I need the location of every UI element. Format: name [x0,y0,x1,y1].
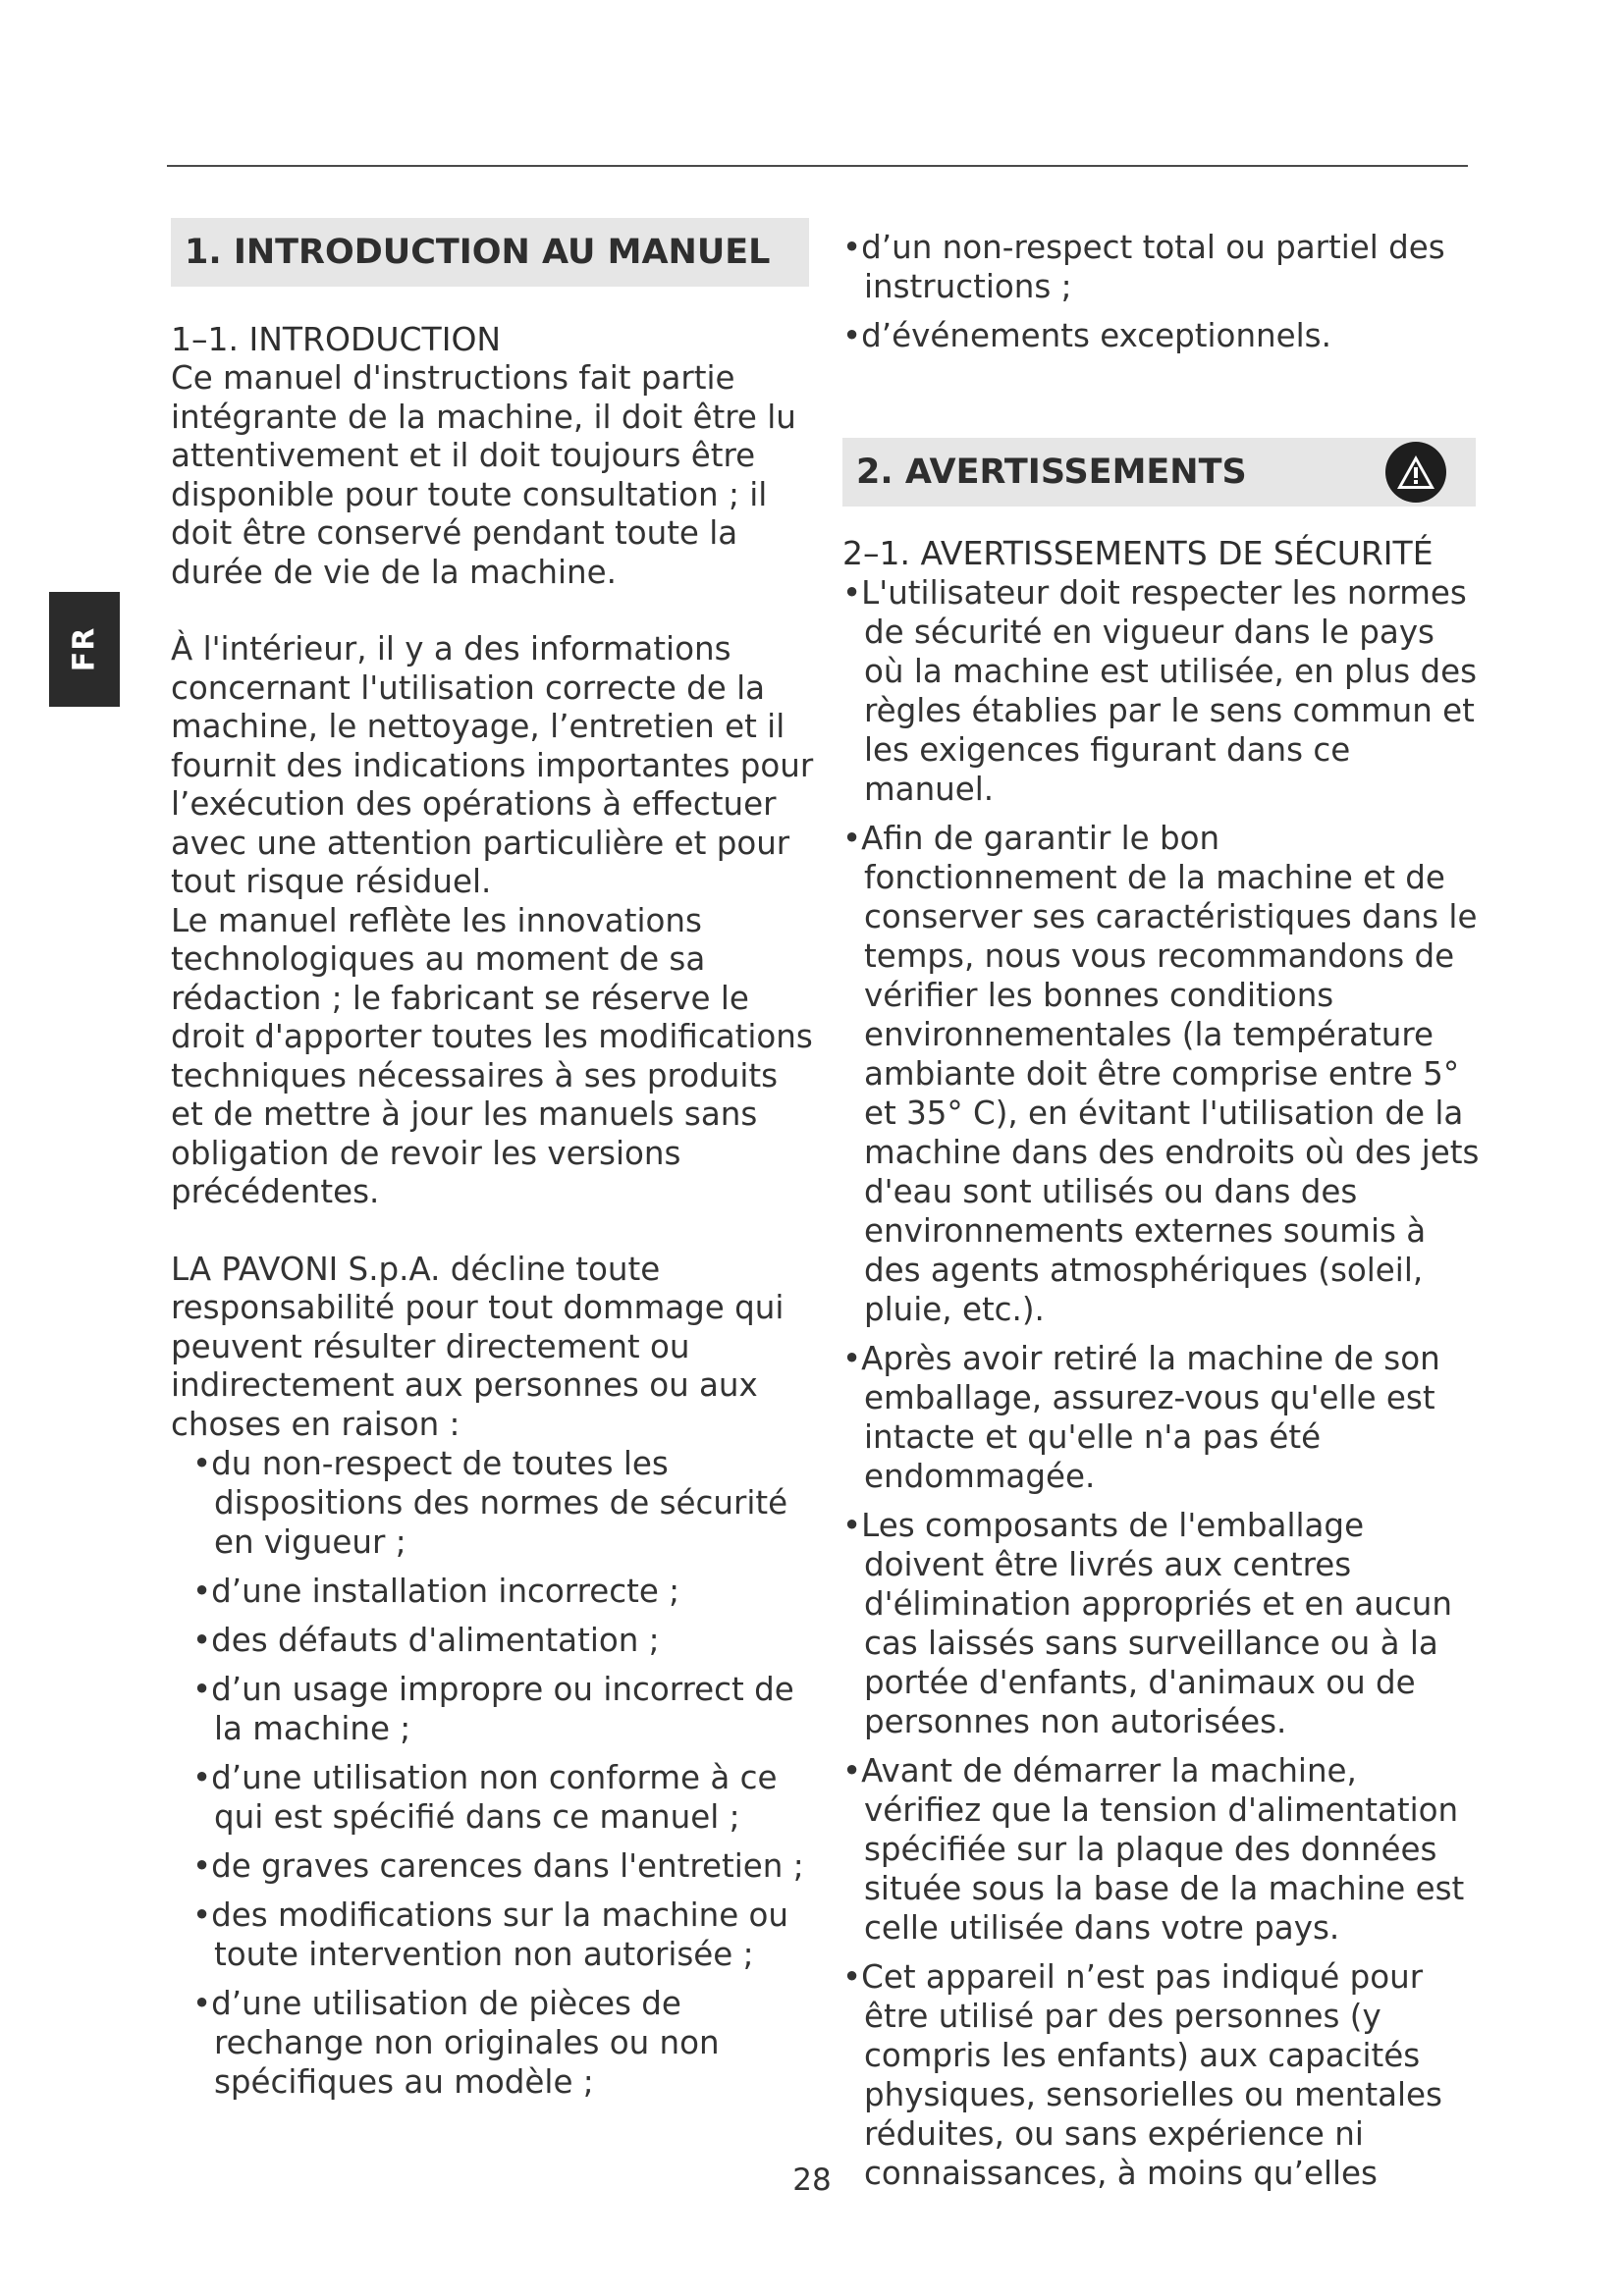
section1-para2: À l'intérieur, il y a des informations concernant l'utilisation correcte de la machine, le nettoyage, l’entretien et il fournit des indications importantes pour l’exécution des opérations à effectuer avec une attention particulière et pour tout risque résiduel. [171,630,814,900]
list-item: •d’événements exceptionnels. [842,317,1331,354]
left-column [171,218,819,2111]
section1-bullet-list [171,1444,819,2102]
list-item: •d’une utilisation non conforme à ce qui est spécifié dans ce manuel ; [192,1759,778,1836]
page-number: 28 [792,2163,832,2198]
list-item: •Afin de garantir le bon fonctionnement de la machine et de conserver ses caractéristiques dans le temps, nous vous recommandons de vérifier les bonnes conditions environnementales (la température ambiante doit être comprise entre 5° et 35° C), en évitant l'utilisation de la machine dans des endroits où des jets d'eau sont utilisés ou dans des environnements externes soumis à des agents atmosphériques (soleil, pluie, etc.). [842,820,1480,1328]
list-item: •des défauts d'alimentation ; [192,1622,660,1659]
list-item: •de graves carences dans l'entretien ; [192,1847,804,1885]
list-item: •du non-respect de toutes les dispositions des normes de sécurité en vigueur ; [192,1445,788,1561]
section1-heading: 1. INTRODUCTION AU MANUEL [185,233,771,272]
section2-heading-bar [842,438,1476,507]
language-tab [49,592,120,707]
list-item: •d’un non-respect total ou partiel des instructions ; [842,229,1445,305]
right-column [842,228,1481,2203]
list-item: •Avant de démarrer la machine, vérifiez que la tension d'alimentation spécifiée sur la plaque des données située sous la base de la machine est celle utilisée dans votre pays. [842,1752,1465,1947]
section2-subheading: 2–1. AVERTISSEMENTS DE SÉCURITÉ [842,534,1434,572]
list-item: •Après avoir retiré la machine de son emballage, assurez-vous qu'elle est intacte et qu'elle n'a pas été endommagée. [842,1340,1440,1495]
list-item: •Les composants de l'emballage doivent être livrés aux centres d'élimination appropriés et en aucun cas laissés sans surveillance ou à la portée d'enfants, d'animaux ou de personnes non autorisées. [842,1507,1452,1740]
list-item: •Cet appareil n’est pas indiqué pour être utilisé par des personnes (y compris les enfants) aux capacités physiques, sensorielles ou mentales réduites, ou sans expérience ni connaissances, à moins qu’elles [842,1958,1442,2192]
section1-para1: Ce manuel d'instructions fait partie intégrante de la machine, il doit être lu attentivement et il doit toujours être disponible pour toute consultation ; il doit être conservé pendant toute la durée de vie de la machine. [171,359,796,591]
warning-icon [1385,442,1446,503]
list-item: •L'utilisateur doit respecter les normes de sécurité en vigueur dans le pays où la machine est utilisée, en plus des règles établies par le sens commun et les exigences figurant dans ce manuel. [842,574,1478,808]
section1-para3: Le manuel reflète les innovations technologiques au moment de sa rédaction ; le fabricant se réserve le droit d'apporter toutes les modifications techniques nécessaires à ses produits et de mettre à jour les manuels sans obligation de revoir les versions précédentes. [171,901,813,1210]
top-rule [167,165,1468,167]
section1-bullet-list-continued [842,228,1481,355]
list-item: •d’une utilisation de pièces de rechange non originales ou non spécifiques au modèle ; [192,1985,720,2101]
section1-para4: LA PAVONI S.p.A. décline toute responsabilité pour tout dommage qui peuvent résulter directement ou indirectement aux personnes ou aux choses en raison : [171,1250,785,1443]
section1-heading-bar [171,218,809,287]
list-item: •d’un usage impropre ou incorrect de la machine ; [192,1671,794,1747]
section2-bullet-list [842,573,1481,2193]
section2-heading: 2. AVERTISSEMENTS [856,453,1247,492]
section1-subheading: 1–1. INTRODUCTION [171,320,502,358]
list-item: •d’une installation incorrecte ; [192,1573,680,1610]
language-tab-label: FR [67,626,102,672]
list-item: •des modifications sur la machine ou toute intervention non autorisée ; [192,1896,789,1973]
